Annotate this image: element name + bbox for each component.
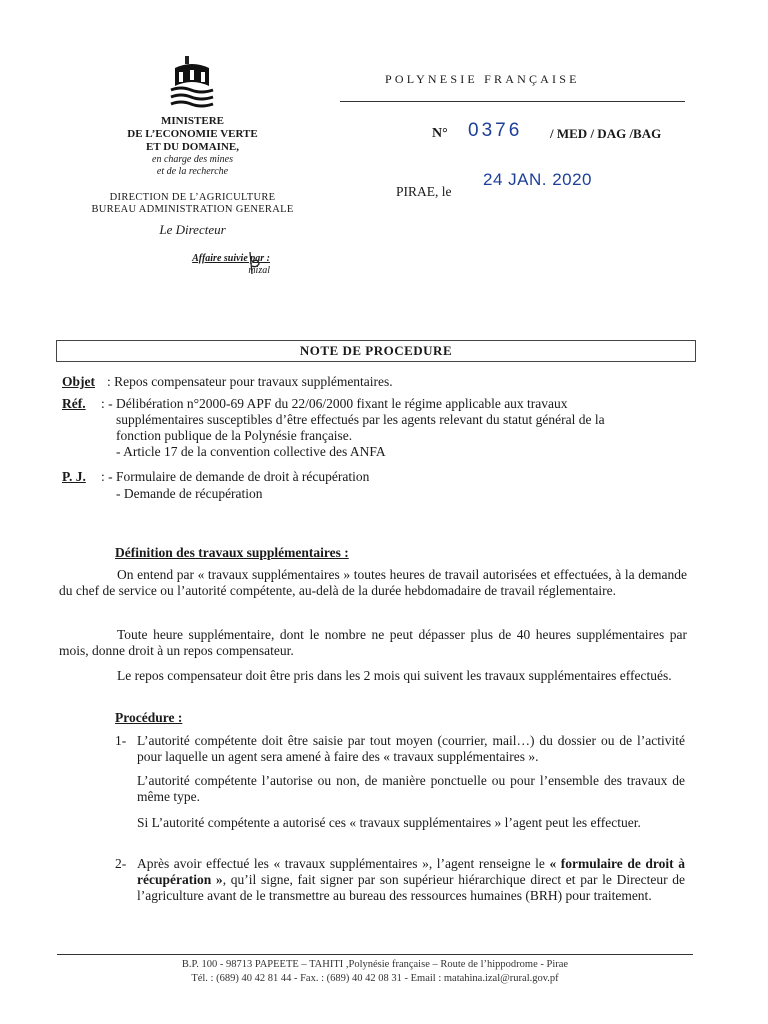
ministry-line: en charge des mines [152, 154, 233, 165]
list-number: 1- [115, 733, 127, 748]
list-paragraph [137, 856, 685, 904]
ref-line: : - Délibération n°2000-69 APF du 22/06/2000 fixant le régime applicable aux travaux [101, 396, 568, 411]
affaire-value: mizal [248, 265, 270, 276]
objet-text: : Repos compensateur pour travaux supplémentaires. [107, 374, 393, 389]
footer-contact: Tél. : (689) 40 42 81 44 - Fax. : (689) 40 42 08 31 - Email : matahina.izal@rural.gov.pf [191, 973, 559, 984]
list-paragraph: L’autorité compétente l’autorise ou non, de manière ponctuelle ou pour l’ensemble des travaux de même type. [137, 773, 685, 804]
ministry-emblem-icon [167, 52, 217, 114]
pj-line: : - Formulaire de demande de droit à récupération [101, 469, 370, 484]
director-title: Le Directeur [159, 222, 226, 237]
date-stamp: 24 JAN. 2020 [483, 170, 593, 189]
place-label: PIRAE, le [396, 184, 452, 199]
ministry-line: ET DU DOMAINE, [145, 141, 239, 153]
ministry-line: DE L’ECONOMIE VERTE [127, 128, 258, 140]
section-heading: Définition des travaux supplémentaires : [115, 545, 349, 560]
list-text: Après avoir effectué les « travaux supplémentaires », l’agent renseigne le [137, 856, 550, 871]
ref-line: - Article 17 de la convention collective des ANFA [116, 444, 386, 459]
objet-label: Objet [62, 374, 95, 389]
signature-mark-icon [246, 250, 262, 276]
ministry-line: MINISTERE [161, 115, 224, 127]
list-text-bold: « formulaire de droit à récupération » [137, 856, 685, 887]
direction-line: DIRECTION DE L’AGRICULTURE [109, 192, 276, 203]
pj-line: - Demande de récupération [116, 486, 263, 501]
country-header: POLYNESIE FRANÇAISE [385, 72, 580, 86]
paragraph: Le repos compensateur doit être pris dans les 2 mois qui suivent les travaux supplémentaires effectués. [117, 668, 672, 683]
direction-block [70, 192, 315, 216]
ministry-block [70, 115, 315, 178]
paragraph: On entend par « travaux supplémentaires » toutes heures de travail autorisées et effectuées, à la demande du chef de service ou l’autorité compétente, au-delà de la durée hebdomadaire de travail réglementaire. [59, 567, 687, 598]
ref-line: fonction publique de la Polynésie française. [116, 428, 353, 443]
paragraph: Toute heure supplémentaire, dont le nombre ne peut dépasser plus de 40 heures supplémentaires par mois, donne droit à un repos compensateur. [59, 627, 687, 658]
list-paragraph: Si L’autorité compétente a autorisé ces « travaux supplémentaires » l’agent peut les effectuer. [137, 815, 641, 830]
list-number: 2- [115, 856, 127, 871]
list-text: , qu’il signe, fait signer par son supérieur hiérarchique direct et par le Directeur de l’agriculture avant de le transmettre au bureau des ressources humaines (BRH) pour traitement. [137, 872, 685, 903]
ref-line: supplémentaires susceptibles d’être effectués par les agents relevant du statut général de la [116, 412, 605, 427]
number-label: N° [432, 126, 448, 141]
header-divider [340, 101, 685, 102]
direction-line: BUREAU ADMINISTRATION GENERALE [91, 204, 294, 215]
section-heading: Procédure : [115, 710, 183, 725]
reference-suffix: / MED / DAG /BAG [550, 126, 662, 141]
footer-divider [57, 954, 693, 955]
ministry-line: et de la recherche [156, 166, 229, 177]
pj-label: P. J. [62, 469, 86, 484]
reference-number: 0376 [468, 120, 523, 141]
footer-address: B.P. 100 - 98713 PAPEETE – TAHITI ,Polynésie française – Route de l’hippodrome - Pirae [181, 959, 569, 970]
affaire-label: Affaire suivie par : [192, 253, 270, 264]
document-title: NOTE DE PROCEDURE [56, 340, 696, 362]
ref-label: Réf. [62, 396, 86, 411]
list-paragraph: L’autorité compétente doit être saisie par tout moyen (courrier, mail…) du dossier ou de l’activité pour laquelle un agent sera amené à faire des « travaux supplémentaires ». [137, 733, 685, 764]
